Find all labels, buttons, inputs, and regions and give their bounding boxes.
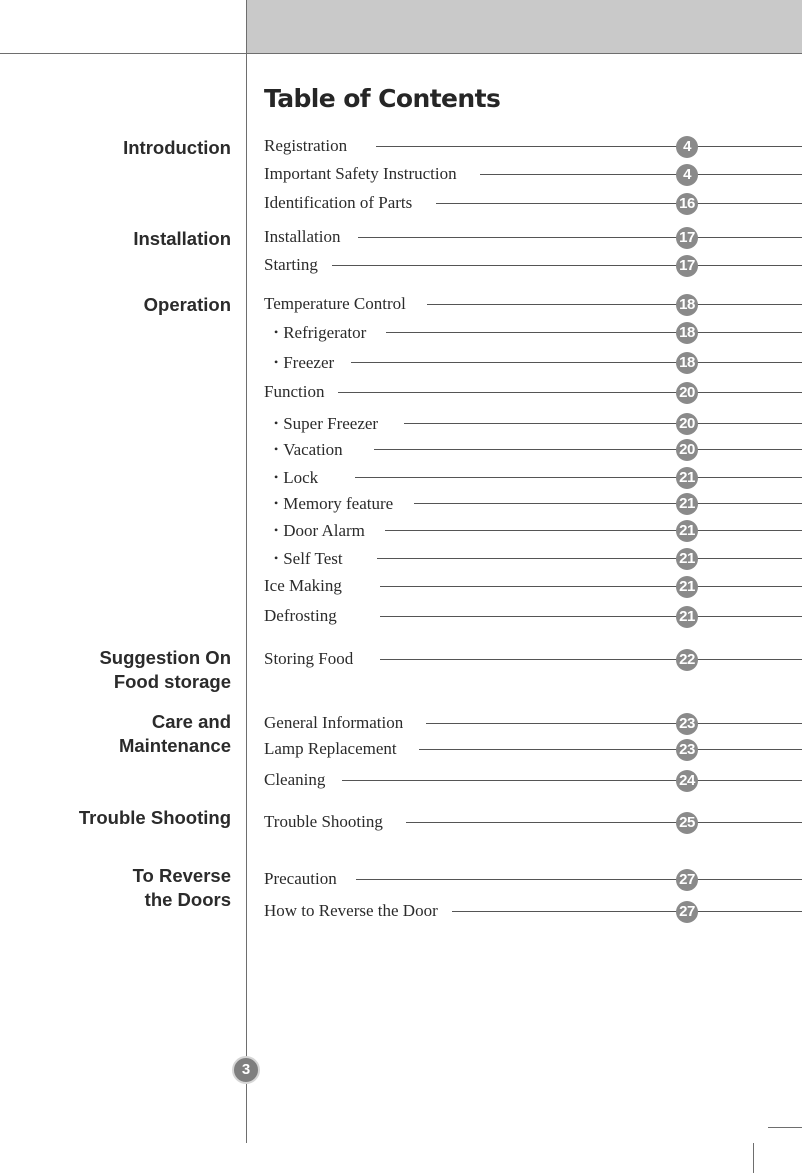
toc-entry[interactable] [264,352,802,376]
page-number-badge: 18 [676,322,698,344]
toc-entry-label [264,901,438,921]
toc-entry-text: Starting [264,255,318,274]
toc-entry-label [264,164,457,184]
leader-line [351,362,802,363]
header-bar [246,0,802,53]
leader-line [374,449,802,450]
corner-mark-horizontal [768,1127,802,1128]
toc-entry-text: General Information [264,713,404,732]
toc-entry-label [274,352,334,373]
page-number-badge: 17 [676,255,698,277]
section-operation [144,293,231,317]
page-number-badge: 21 [676,520,698,542]
page-number-badge: 20 [676,439,698,461]
toc-entry-label [274,413,378,434]
leader-line [332,265,802,266]
toc-entry[interactable] [264,439,802,463]
toc-entry[interactable] [264,136,802,160]
toc-entry-text: Lamp Replacement [264,739,397,758]
toc-entry[interactable] [264,812,802,836]
leader-line [480,174,802,175]
section-heading-line: the Doors [144,889,231,910]
bullet-icon: • [274,416,279,430]
toc-entry-text: Super Freezer [283,414,379,433]
toc-entry-text: Self Test [283,549,343,568]
toc-entry[interactable] [264,255,802,279]
toc-entry-label [264,136,347,156]
section-heading-line: Suggestion On [99,647,231,668]
page-title: Table of Contents [264,84,501,113]
toc-entry-label [264,382,324,402]
leader-line [406,822,802,823]
toc-entry-text: Precaution [264,869,337,888]
toc-entry-label [274,467,318,488]
leader-line [338,392,802,393]
section-to-reverse-the-doors [133,864,231,912]
toc-entry-text: Freezer [283,353,335,372]
toc-entry-label [274,548,343,569]
leader-line [377,558,802,559]
toc-entry[interactable] [264,227,802,251]
toc-entry-text: Vacation [283,440,343,459]
leader-line [380,616,802,617]
bullet-icon: • [274,496,279,510]
leader-line [452,911,802,912]
toc-entry[interactable] [264,713,802,737]
toc-entry-text: Function [264,382,325,401]
toc-entry[interactable] [264,413,802,437]
page-number-badge: 21 [676,576,698,598]
section-heading-line: Operation [143,294,231,315]
page-number-badge: 25 [676,812,698,834]
toc-entry[interactable] [264,576,802,600]
toc-entry-text: Cleaning [264,770,326,789]
leader-line [385,530,802,531]
bullet-icon: • [274,442,279,456]
toc-entry[interactable] [264,739,802,763]
toc-entry-text: Door Alarm [283,521,365,540]
toc-entry-text: Defrosting [264,606,337,625]
toc-entry-label [264,869,337,889]
toc-entry-text: How to Reverse the Door [264,901,438,920]
toc-entry[interactable] [264,520,802,544]
page-number-badge: 18 [676,352,698,374]
toc-entry[interactable] [264,606,802,630]
toc-entry[interactable] [264,164,802,188]
bullet-icon: • [274,470,279,484]
section-installation [133,227,231,251]
toc-entry-label [264,606,337,626]
section-heading-line: Installation [133,228,231,249]
page-number-badge: 21 [676,606,698,628]
page-number-badge: 23 [676,739,698,761]
toc-entry-label [264,770,325,790]
page-number-badge: 20 [676,413,698,435]
toc-entry-label [264,576,342,596]
page-number-badge: 18 [676,294,698,316]
toc-entry[interactable] [264,294,802,318]
toc-entry[interactable] [264,322,802,346]
toc-entry-label [264,812,383,832]
vertical-rule [246,0,247,1143]
toc-entry-text: Installation [264,227,341,246]
toc-entry[interactable] [264,467,802,491]
toc-entry-text: Temperature Control [264,294,406,313]
toc-entry-text: Memory feature [283,494,394,513]
toc-entry-text: Registration [264,136,348,155]
toc-entry-label [264,193,412,213]
page-number-badge: 21 [676,467,698,489]
toc-entry[interactable] [264,649,802,673]
page-number-badge: 17 [676,227,698,249]
leader-line [356,879,802,880]
bullet-icon: • [274,551,279,565]
section-trouble-shooting [79,806,231,830]
page-number-badge: 21 [676,548,698,570]
page-number-badge: 24 [676,770,698,792]
page-number-badge: 3 [232,1056,260,1084]
toc-entry[interactable] [264,193,802,217]
section-introduction [123,136,231,160]
page-number-badge: 21 [676,493,698,515]
bullet-icon: • [274,325,279,339]
toc-entry-label [274,439,343,460]
page-number-badge: 22 [676,649,698,671]
toc-entry-label [264,649,353,669]
toc-entry[interactable] [264,901,802,925]
page-number-badge: 4 [676,136,698,158]
toc-entry[interactable] [264,770,802,794]
section-heading-line: Trouble Shooting [78,807,231,828]
leader-line [380,659,802,660]
section-heading-line: To Reverse [132,865,231,886]
section-suggestion-on-food-storage [99,646,231,694]
bullet-icon: • [274,355,279,369]
toc-entry-label [274,520,365,541]
toc-entry-label [264,227,340,247]
toc-entry-text: Identification of Parts [264,193,413,212]
page-number-badge: 16 [676,193,698,215]
leader-line [404,423,802,424]
corner-mark-vertical [753,1143,754,1173]
leader-line [358,237,802,238]
leader-line [427,304,802,305]
toc-entry-text: Storing Food [264,649,354,668]
section-heading-line: Maintenance [118,735,231,756]
page-number-badge: 4 [676,164,698,186]
page-number-badge: 27 [676,869,698,891]
page-number-badge: 27 [676,901,698,923]
leader-line [386,332,802,333]
toc-entry[interactable] [264,382,802,406]
bullet-icon: • [274,523,279,537]
toc-entry-label [264,713,403,733]
toc-entry-text: Important Safety Instruction [264,164,457,183]
section-care-and-maintenance [119,710,231,758]
leader-line [355,477,802,478]
header-divider [0,53,802,54]
section-heading-line: Care and [151,711,231,732]
page-number-badge: 23 [676,713,698,735]
toc-entry-text: Trouble Shooting [264,812,383,831]
toc-entry-label [274,493,393,514]
toc-entry[interactable] [264,493,802,517]
leader-line [436,203,802,204]
leader-line [419,749,802,750]
toc-entry[interactable] [264,869,802,893]
toc-entry-label [264,294,406,314]
leader-line [426,723,802,724]
leader-line [380,586,802,587]
section-heading-line: Introduction [123,137,231,158]
toc-entry-label [264,255,318,275]
toc-entry[interactable] [264,548,802,572]
toc-entry-text: Lock [283,468,319,487]
leader-line [414,503,802,504]
leader-line [376,146,802,147]
toc-entry-label [264,739,397,759]
page-number-badge: 20 [676,382,698,404]
toc-entry-label [274,322,366,343]
section-heading-line: Food storage [113,671,231,692]
toc-entry-text: Refrigerator [283,323,367,342]
toc-entry-text: Ice Making [264,576,342,595]
leader-line [342,780,802,781]
